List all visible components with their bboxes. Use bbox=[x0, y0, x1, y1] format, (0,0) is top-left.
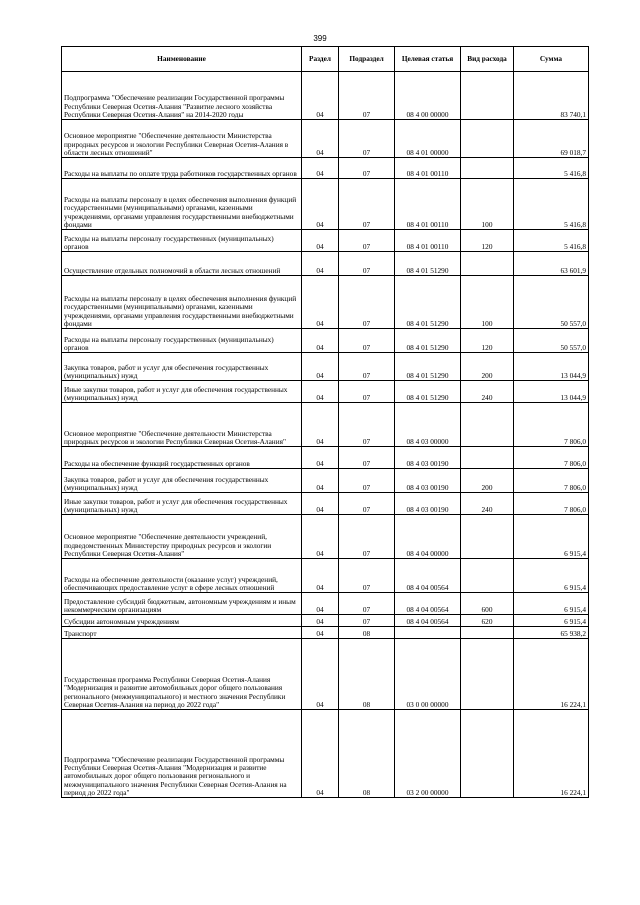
row-subsection: 07 bbox=[339, 230, 395, 252]
row-subsection: 07 bbox=[339, 615, 395, 627]
row-sum: 5 416,8 bbox=[514, 158, 589, 179]
row-name: Расходы на выплаты персоналу государственных (муниципальных) органов bbox=[62, 230, 302, 252]
row-target: 08 4 01 51290 bbox=[395, 353, 461, 381]
table-row bbox=[62, 515, 589, 559]
table-row bbox=[62, 329, 589, 353]
row-expense bbox=[461, 559, 514, 593]
row-name: Расходы на обеспечение функций государственных органов bbox=[62, 447, 302, 469]
row-target: 08 4 04 00564 bbox=[395, 615, 461, 627]
table-row bbox=[62, 493, 589, 515]
row-target: 08 4 03 00000 bbox=[395, 403, 461, 447]
row-expense bbox=[461, 252, 514, 276]
row-subsection: 07 bbox=[339, 276, 395, 329]
row-target: 08 4 01 00110 bbox=[395, 179, 461, 230]
row-name: Расходы на выплаты персоналу государственных (муниципальных) органов bbox=[62, 329, 302, 353]
row-target bbox=[395, 627, 461, 639]
row-expense bbox=[461, 447, 514, 469]
row-expense: 100 bbox=[461, 179, 514, 230]
row-section: 04 bbox=[302, 447, 339, 469]
row-expense bbox=[461, 72, 514, 120]
row-subsection: 07 bbox=[339, 353, 395, 381]
row-subsection: 08 bbox=[339, 639, 395, 710]
row-name: Осуществление отдельных полномочий в области лесных отношений bbox=[62, 252, 302, 276]
budget-table bbox=[61, 46, 589, 798]
row-section: 04 bbox=[302, 252, 339, 276]
row-sum: 16 224,1 bbox=[514, 710, 589, 798]
row-expense bbox=[461, 158, 514, 179]
row-expense: 240 bbox=[461, 493, 514, 515]
row-expense: 100 bbox=[461, 276, 514, 329]
row-expense bbox=[461, 403, 514, 447]
row-section: 04 bbox=[302, 515, 339, 559]
row-target: 08 4 04 00564 bbox=[395, 593, 461, 615]
row-sum: 65 938,2 bbox=[514, 627, 589, 639]
row-sum: 63 601,9 bbox=[514, 252, 589, 276]
row-target: 08 4 03 00190 bbox=[395, 447, 461, 469]
row-section: 04 bbox=[302, 710, 339, 798]
row-name: Основное мероприятие "Обеспечение деятельности Министерства природных ресурсов и экологии Республики Северная Осетия-Алания в области лесных отношений" bbox=[62, 120, 302, 158]
row-subsection: 07 bbox=[339, 329, 395, 353]
row-sum: 7 806,0 bbox=[514, 493, 589, 515]
header-sum: Сумма bbox=[514, 47, 589, 72]
row-name: Иные закупки товаров, работ и услуг для обеспечения государственных (муниципальных) нужд bbox=[62, 493, 302, 515]
table-row bbox=[62, 276, 589, 329]
table-row bbox=[62, 120, 589, 158]
row-expense bbox=[461, 639, 514, 710]
row-target: 08 4 01 51290 bbox=[395, 276, 461, 329]
row-subsection: 07 bbox=[339, 381, 395, 403]
row-expense bbox=[461, 515, 514, 559]
header-expense: Вид расхода bbox=[461, 47, 514, 72]
header-subsection: Подраздел bbox=[339, 47, 395, 72]
row-sum: 7 806,0 bbox=[514, 447, 589, 469]
row-name: Основное мероприятие "Обеспечение деятельности Министерства природных ресурсов и экологии Республики Северная Осетия-Алания" bbox=[62, 403, 302, 447]
header-section: Раздел bbox=[302, 47, 339, 72]
row-expense: 620 bbox=[461, 615, 514, 627]
row-subsection: 07 bbox=[339, 559, 395, 593]
row-subsection: 07 bbox=[339, 252, 395, 276]
table-row bbox=[62, 447, 589, 469]
row-sum: 6 915,4 bbox=[514, 515, 589, 559]
row-name: Предоставление субсидий бюджетным, автономным учреждениям и иным некоммерческим организациям bbox=[62, 593, 302, 615]
table-row bbox=[62, 559, 589, 593]
row-subsection: 07 bbox=[339, 72, 395, 120]
row-section: 04 bbox=[302, 469, 339, 493]
row-target: 08 4 04 00564 bbox=[395, 559, 461, 593]
row-section: 04 bbox=[302, 276, 339, 329]
table-row bbox=[62, 353, 589, 381]
row-name: Расходы на обеспечение деятельности (оказание услуг) учреждений, обеспечивающих предоставление услуг в сфере лесных отношений bbox=[62, 559, 302, 593]
table-row bbox=[62, 639, 589, 710]
row-sum: 50 557,0 bbox=[514, 276, 589, 329]
row-subsection: 07 bbox=[339, 179, 395, 230]
row-sum: 13 044,9 bbox=[514, 353, 589, 381]
row-section: 04 bbox=[302, 403, 339, 447]
row-section: 04 bbox=[302, 381, 339, 403]
row-section: 04 bbox=[302, 179, 339, 230]
row-expense bbox=[461, 710, 514, 798]
header-target: Целевая статья bbox=[395, 47, 461, 72]
page-number: 399 bbox=[313, 34, 327, 43]
row-target: 08 4 00 00000 bbox=[395, 72, 461, 120]
row-section: 04 bbox=[302, 559, 339, 593]
table-header-row bbox=[62, 47, 589, 72]
row-target: 08 4 04 00000 bbox=[395, 515, 461, 559]
row-section: 04 bbox=[302, 627, 339, 639]
table-row bbox=[62, 158, 589, 179]
row-sum: 50 557,0 bbox=[514, 329, 589, 353]
row-section: 04 bbox=[302, 230, 339, 252]
row-target: 03 0 00 00000 bbox=[395, 639, 461, 710]
row-name: Подпрограмма "Обеспечение реализации Государственной программы Республики Северная Осетия-Алания "Развитие лесного хозяйства Республики Северная Осетия-Алания" на 2014-2020 годы bbox=[62, 72, 302, 120]
row-name: Закупка товаров, работ и услуг для обеспечения государственных (муниципальных) нужд bbox=[62, 353, 302, 381]
row-target: 08 4 03 00190 bbox=[395, 493, 461, 515]
table-row bbox=[62, 381, 589, 403]
row-sum: 6 915,4 bbox=[514, 615, 589, 627]
row-sum: 69 018,7 bbox=[514, 120, 589, 158]
row-sum: 83 740,1 bbox=[514, 72, 589, 120]
table-row bbox=[62, 403, 589, 447]
row-target: 08 4 01 51290 bbox=[395, 381, 461, 403]
row-section: 04 bbox=[302, 593, 339, 615]
row-section: 04 bbox=[302, 158, 339, 179]
row-name: Субсидии автономным учреждениям bbox=[62, 615, 302, 627]
row-expense: 200 bbox=[461, 469, 514, 493]
row-name: Основное мероприятие "Обеспечение деятельности учреждений, подведомственных Министерству природных ресурсов и экологии Республики Северная Осетия-Алания" bbox=[62, 515, 302, 559]
row-section: 04 bbox=[302, 329, 339, 353]
row-expense: 600 bbox=[461, 593, 514, 615]
row-subsection: 07 bbox=[339, 593, 395, 615]
table-row bbox=[62, 252, 589, 276]
row-sum: 5 416,8 bbox=[514, 179, 589, 230]
row-section: 04 bbox=[302, 353, 339, 381]
row-sum: 13 044,9 bbox=[514, 381, 589, 403]
row-sum: 16 224,1 bbox=[514, 639, 589, 710]
row-subsection: 08 bbox=[339, 710, 395, 798]
row-sum: 7 806,0 bbox=[514, 469, 589, 493]
table-row bbox=[62, 627, 589, 639]
table-row bbox=[62, 593, 589, 615]
row-expense: 120 bbox=[461, 329, 514, 353]
row-target: 08 4 03 00190 bbox=[395, 469, 461, 493]
row-name: Иные закупки товаров, работ и услуг для обеспечения государственных (муниципальных) нужд bbox=[62, 381, 302, 403]
row-expense: 120 bbox=[461, 230, 514, 252]
row-name: Государственная программа Республики Северная Осетия-Алания "Модернизация и развитие автомобильных дорог общего пользования регионального (межмуниципального) и местного значения Республики Северная Осетия-Алания на период до 2022 года" bbox=[62, 639, 302, 710]
row-subsection: 07 bbox=[339, 515, 395, 559]
row-expense: 200 bbox=[461, 353, 514, 381]
row-sum: 6 915,4 bbox=[514, 593, 589, 615]
row-target: 08 4 01 51290 bbox=[395, 252, 461, 276]
row-name: Расходы на выплаты персоналу в целях обеспечения выполнения функций государственными (муниципальными) органами, казенными учреждениями, органами управления государственными внебюджетными фондами bbox=[62, 276, 302, 329]
table-row bbox=[62, 469, 589, 493]
row-target: 03 2 00 00000 bbox=[395, 710, 461, 798]
row-subsection: 08 bbox=[339, 627, 395, 639]
header-name: Наименование bbox=[62, 47, 302, 72]
row-section: 04 bbox=[302, 615, 339, 627]
row-subsection: 07 bbox=[339, 469, 395, 493]
row-sum: 6 915,4 bbox=[514, 559, 589, 593]
row-name: Расходы на выплаты по оплате труда работников государственных органов bbox=[62, 158, 302, 179]
row-section: 04 bbox=[302, 493, 339, 515]
row-subsection: 07 bbox=[339, 447, 395, 469]
row-section: 04 bbox=[302, 639, 339, 710]
row-target: 08 4 01 51290 bbox=[395, 329, 461, 353]
table-row bbox=[62, 615, 589, 627]
row-sum: 5 416,8 bbox=[514, 230, 589, 252]
row-name: Закупка товаров, работ и услуг для обеспечения государственных (муниципальных) нужд bbox=[62, 469, 302, 493]
row-subsection: 07 bbox=[339, 120, 395, 158]
row-sum: 7 806,0 bbox=[514, 403, 589, 447]
row-target: 08 4 01 00000 bbox=[395, 120, 461, 158]
table-row bbox=[62, 710, 589, 798]
row-name: Транспорт bbox=[62, 627, 302, 639]
row-subsection: 07 bbox=[339, 493, 395, 515]
row-name: Подпрограмма "Обеспечение реализации Государственной программы Республики Северная Осетия-Алания "Модернизация и развитие автомобильных дорог общего пользования регионального и межмуниципального значения Республики Северная Осетия-Алания на период до 2022 года" bbox=[62, 710, 302, 798]
row-name: Расходы на выплаты персоналу в целях обеспечения выполнения функций государственными (муниципальными) органами, казенными учреждениями, органами управления государственными внебюджетными фондами bbox=[62, 179, 302, 230]
table-row bbox=[62, 72, 589, 120]
row-subsection: 07 bbox=[339, 158, 395, 179]
table-row bbox=[62, 179, 589, 230]
row-subsection: 07 bbox=[339, 403, 395, 447]
row-expense bbox=[461, 120, 514, 158]
row-expense: 240 bbox=[461, 381, 514, 403]
row-expense bbox=[461, 627, 514, 639]
row-target: 08 4 01 00110 bbox=[395, 230, 461, 252]
row-target: 08 4 01 00110 bbox=[395, 158, 461, 179]
row-section: 04 bbox=[302, 120, 339, 158]
table-row bbox=[62, 230, 589, 252]
row-section: 04 bbox=[302, 72, 339, 120]
